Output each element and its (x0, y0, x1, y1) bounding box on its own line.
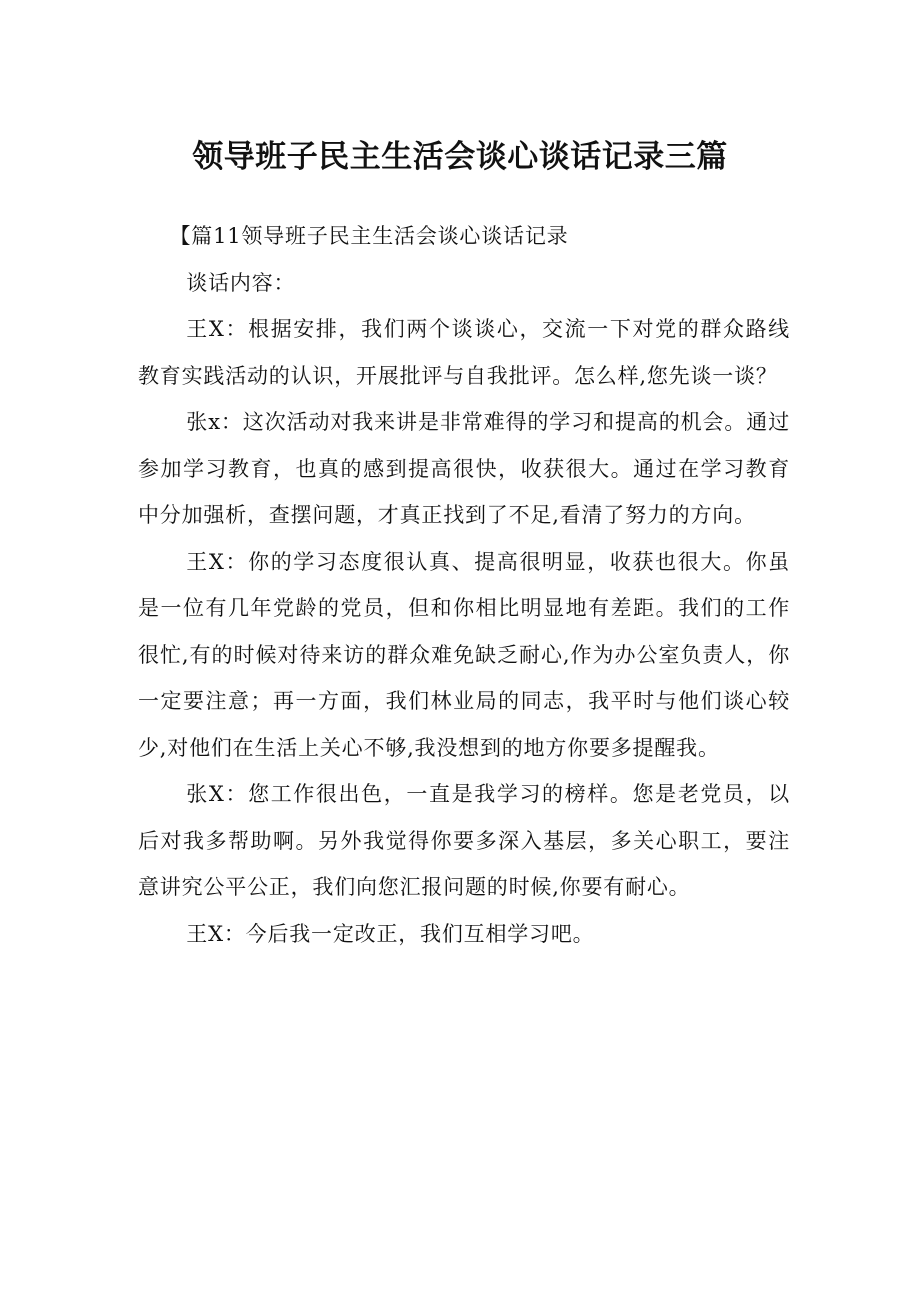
paragraph: 张x：这次活动对我来讲是非常难得的学习和提高的机会。通过参加学习教育，也真的感到提高很快，收获很大。通过在学习教育中分加强析，查摆问题，才真正找到了不足,看清了努力的方向。 (138, 410, 790, 527)
document-title: 领导班子民主生活会谈心谈话记录三篇 (192, 139, 728, 175)
paragraph: 王X：今后我一定改正，我们互相学习吧。 (186, 921, 595, 946)
section-heading: 【篇11领导班子民主生活会谈心谈话记录 (169, 224, 569, 248)
paragraph: 王X：你的学习态度很认真、提高很明显，收获也很大。你虽是一位有几年党龄的党员，但和你相比明显地有差距。我们的工作很忙,有的时候对待来访的群众难免缺乏耐心,作为办公室负责人，你一定要注意；再一方面，我们林业局的同志，我平时与他们谈心较少,对他们在生活上关心不够,我没想到的地方你要多提醒我。 (138, 549, 790, 760)
paragraph-label: 谈话内容： (186, 270, 296, 295)
paragraph: 张X：您工作很出色，一直是我学习的榜样。您是老党员，以后对我多帮助啊。另外我觉得你要多深入基层，多关心职工，要注意讲究公平公正，我们向您汇报问题的时候,你要有耐心。 (138, 782, 790, 899)
document-body (138, 213, 790, 957)
paragraph: 王X：根据安排，我们两个谈谈心，交流一下对党的群众路线教育实践活动的认识，开展批评与自我批评。怎么样,您先谈一谈？ (138, 317, 790, 388)
